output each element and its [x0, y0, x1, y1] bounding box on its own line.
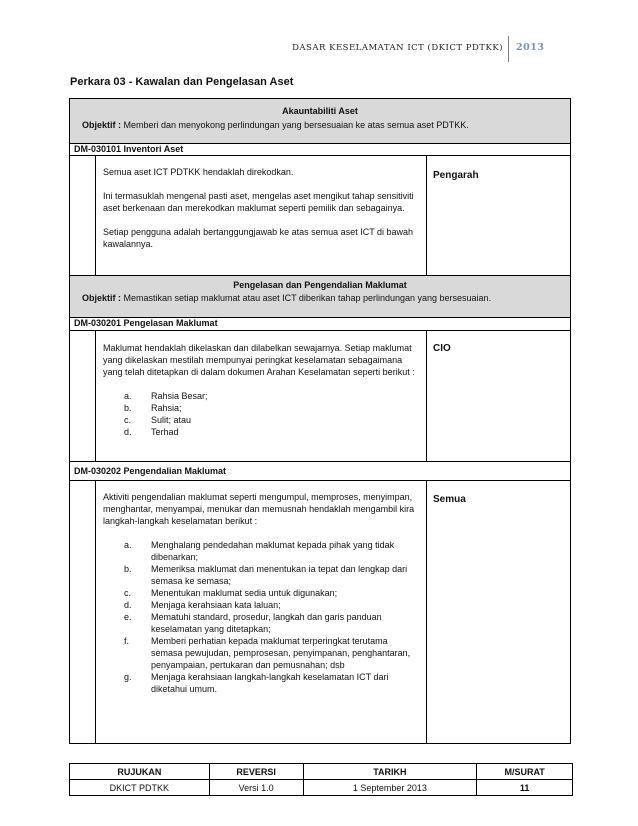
- list-item: a. Rahsia Besar;: [124, 391, 208, 401]
- list-item: d. Terhad: [124, 427, 179, 437]
- list-item: c. Menentukan maklumat sedia untuk digunakan;: [124, 588, 338, 598]
- list-item: e. Mematuhi standard, prosedur, langkah dan garis panduan keselamatan yang ditetapkan;: [124, 612, 382, 634]
- footer-value: 1 September 2013: [303, 780, 477, 796]
- list-item: a. Menghalang pendedahan maklumat kepada pihak yang tidak dibenarkan;: [124, 540, 395, 562]
- document-title: DASAR KESELAMATAN ICT (DKICT PDTKK): [292, 43, 503, 53]
- control-text: [103, 342, 421, 438]
- objective-text: Memastikan setiap maklumat atau aset ICT diberikan tahap perlindungan yang bersesuaian.: [121, 293, 492, 303]
- section-heading-band: [70, 99, 570, 144]
- handling-list: [103, 539, 421, 695]
- control-owner: CIO: [433, 343, 451, 354]
- control-content: [70, 156, 570, 276]
- control-id: DM-030101 Inventori Aset: [70, 143, 570, 156]
- control-text: [103, 166, 421, 262]
- control-content: [70, 481, 570, 743]
- list-item: b. Memeriksa maklumat dan menentukan ia tepat dan lengkap dari semasa ke semasa;: [124, 564, 408, 586]
- footer-header: RUJUKAN: [70, 764, 210, 780]
- control-content: [70, 331, 570, 461]
- header-divider: [508, 36, 509, 62]
- paragraph: Aktiviti pengendalian maklumat seperti mengumpul, memproses, menyimpan, menghantar, menyampai, menukar dan memusnah hendaklah mengambil kira langkah-langkah keselamatan berikut :: [103, 492, 415, 526]
- control-id: DM-030201 Pengelasan Maklumat: [70, 317, 570, 331]
- document-year: 2013: [516, 42, 545, 53]
- control-owner: Pengarah: [433, 170, 479, 181]
- paragraph: Setiap pengguna adalah bertanggungjawab ke atas semua aset ICT di bawah kawalannya.: [103, 227, 414, 249]
- list-item: f. Memberi perhatian kepada maklumat terperingkat terutama semasa pewujudan, pemprosesan, penyimpanan, penghantaran, penyampaian, pertukaran dan pemusnahan; dsb: [124, 636, 411, 670]
- policy-table: [69, 98, 571, 744]
- footer-value: 11: [477, 780, 573, 796]
- control-owner: Semua: [433, 494, 466, 505]
- footer-header: TARIKH: [303, 764, 477, 780]
- objective-text: Memberi dan menyokong perlindungan yang bersesuaian ke atas semua aset PDTKK.: [121, 120, 469, 130]
- list-item: c. Sulit; atau: [124, 415, 192, 425]
- section-objective: [82, 120, 566, 130]
- objective-label: Objektif :: [82, 120, 122, 130]
- control-text: [103, 491, 421, 695]
- control-id: DM-030202 Pengendalian Maklumat: [70, 461, 570, 481]
- classification-list: [103, 390, 421, 438]
- list-item: g. Menjaga kerahsiaan langkah-langkah keselamatan ICT dari diketahui umum.: [124, 672, 389, 694]
- footer-header-row: [70, 764, 573, 780]
- footer-value-row: [70, 780, 573, 796]
- footer-value: Versi 1.0: [209, 780, 303, 796]
- footer-value: DKICT PDTKK: [70, 780, 210, 796]
- objective-label: Objektif :: [82, 293, 122, 303]
- footer-header: M/SURAT: [477, 764, 573, 780]
- section-objective: [82, 293, 566, 303]
- footer-header: REVERSI: [209, 764, 303, 780]
- page-header: [0, 36, 638, 62]
- paragraph: Ini termasuklah mengenal pasti aset, mengelas aset mengikut tahap sensitiviti aset berkenaan dan merekodkan maklumat seperti pemilik dan sebagainya.: [103, 191, 414, 213]
- document-footer: [69, 763, 573, 796]
- list-item: d. Menjaga kerahsiaan kata laluan;: [124, 600, 281, 610]
- section-heading: Akauntabiliti Aset: [282, 106, 358, 116]
- section-heading: Pengelasan dan Pengendalian Maklumat: [233, 280, 407, 290]
- section-heading-band: [70, 276, 570, 318]
- paragraph: Semua aset ICT PDTKK hendaklah direkodkan.: [103, 167, 294, 177]
- section-title: Perkara 03 - Kawalan dan Pengelasan Aset: [70, 76, 294, 88]
- paragraph: Maklumat hendaklah dikelaskan dan dilabelkan sewajarnya. Setiap maklumat yang dikelaskan mestilah mempunyai peringkat keselamatan sebagaimana yang telah ditetapkan di dalam dokumen Arahan Keselamatan seperti berikut :: [103, 343, 415, 377]
- list-item: b. Rahsia;: [124, 403, 182, 413]
